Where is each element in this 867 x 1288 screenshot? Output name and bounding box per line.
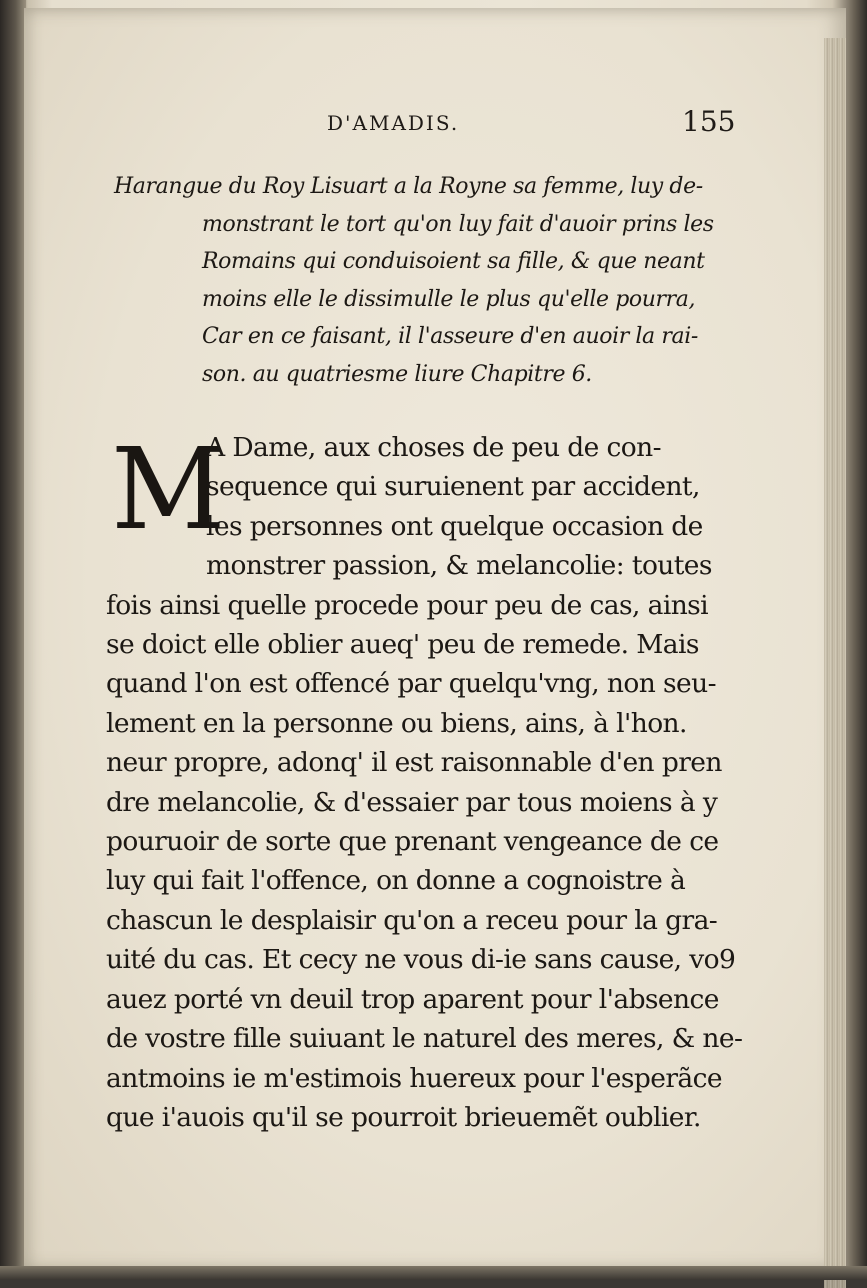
body-line: les personnes ont quelque occasion de [206,510,703,542]
body-line: uité du cas. Et cecy ne vous di-ie sans cause, vo9 [106,944,736,976]
chapter-heading [114,168,774,393]
body-line: que i'auois qu'il se pourroit brieuemẽt oublier. [106,1101,701,1133]
page-edges [824,38,846,1288]
body-line: luy qui fait l'offence, on donne a cognoistre à [106,865,686,897]
body-line: de vostre fille suiuant le naturel des meres, & ne- [106,1023,743,1055]
body-line: sequence qui suruienent par accident, [206,471,700,503]
body-line: chascun le desplaisir qu'on a receu pour la gra- [106,904,718,936]
drop-cap: M [111,425,226,555]
page-number: 155 [682,105,736,138]
left-page-edge [0,0,26,1280]
heading-line: moins elle le dissimulle le plus qu'elle pourra, [202,286,696,312]
bottom-shadow [0,1266,867,1280]
page-header [0,103,867,143]
body-line: neur propre, adonq' il est raisonnable d'en pren [106,747,722,779]
heading-line: Romains qui conduisoient sa fille, & que neant [202,249,705,274]
body-line: antmoins ie m'estimois huereux pour l'esperãce [106,1062,722,1094]
body-line: A Dame, aux choses de peu de con- [206,432,661,463]
body-line: monstrer passion, & melancolie: toutes [206,550,712,582]
body-line: fois ainsi quelle procede pour peu de cas, ainsi [106,589,709,621]
body-line: quand l'on est offencé par quelqu'vng, non seu- [106,668,716,700]
body-line: auez porté vn deuil trop aparent pour l'absence [106,983,719,1015]
heading-line: Harangue du Roy Lisuart a la Royne sa femme, luy de- [114,174,703,199]
body-text [106,425,746,1137]
heading-line: son. au quatriesme liure Chapitre 6. [202,361,592,387]
body-line: pouruoir de sorte que prenant vengeance de ce [106,826,719,858]
heading-line: monstrant le tort qu'on luy fait d'auoir prins les [202,211,714,237]
body-line: lement en la personne ou biens, ains, à l'hon. [106,707,687,739]
running-head: D'AMADIS. [327,111,460,135]
body-line: dre melancolie, & d'essaier par tous moiens à y [106,786,718,818]
body-line: se doict elle oblier aueq' peu de remede. Mais [106,629,699,661]
heading-line: Car en ce faisant, il l'asseure d'en auoir la rai- [202,324,698,349]
